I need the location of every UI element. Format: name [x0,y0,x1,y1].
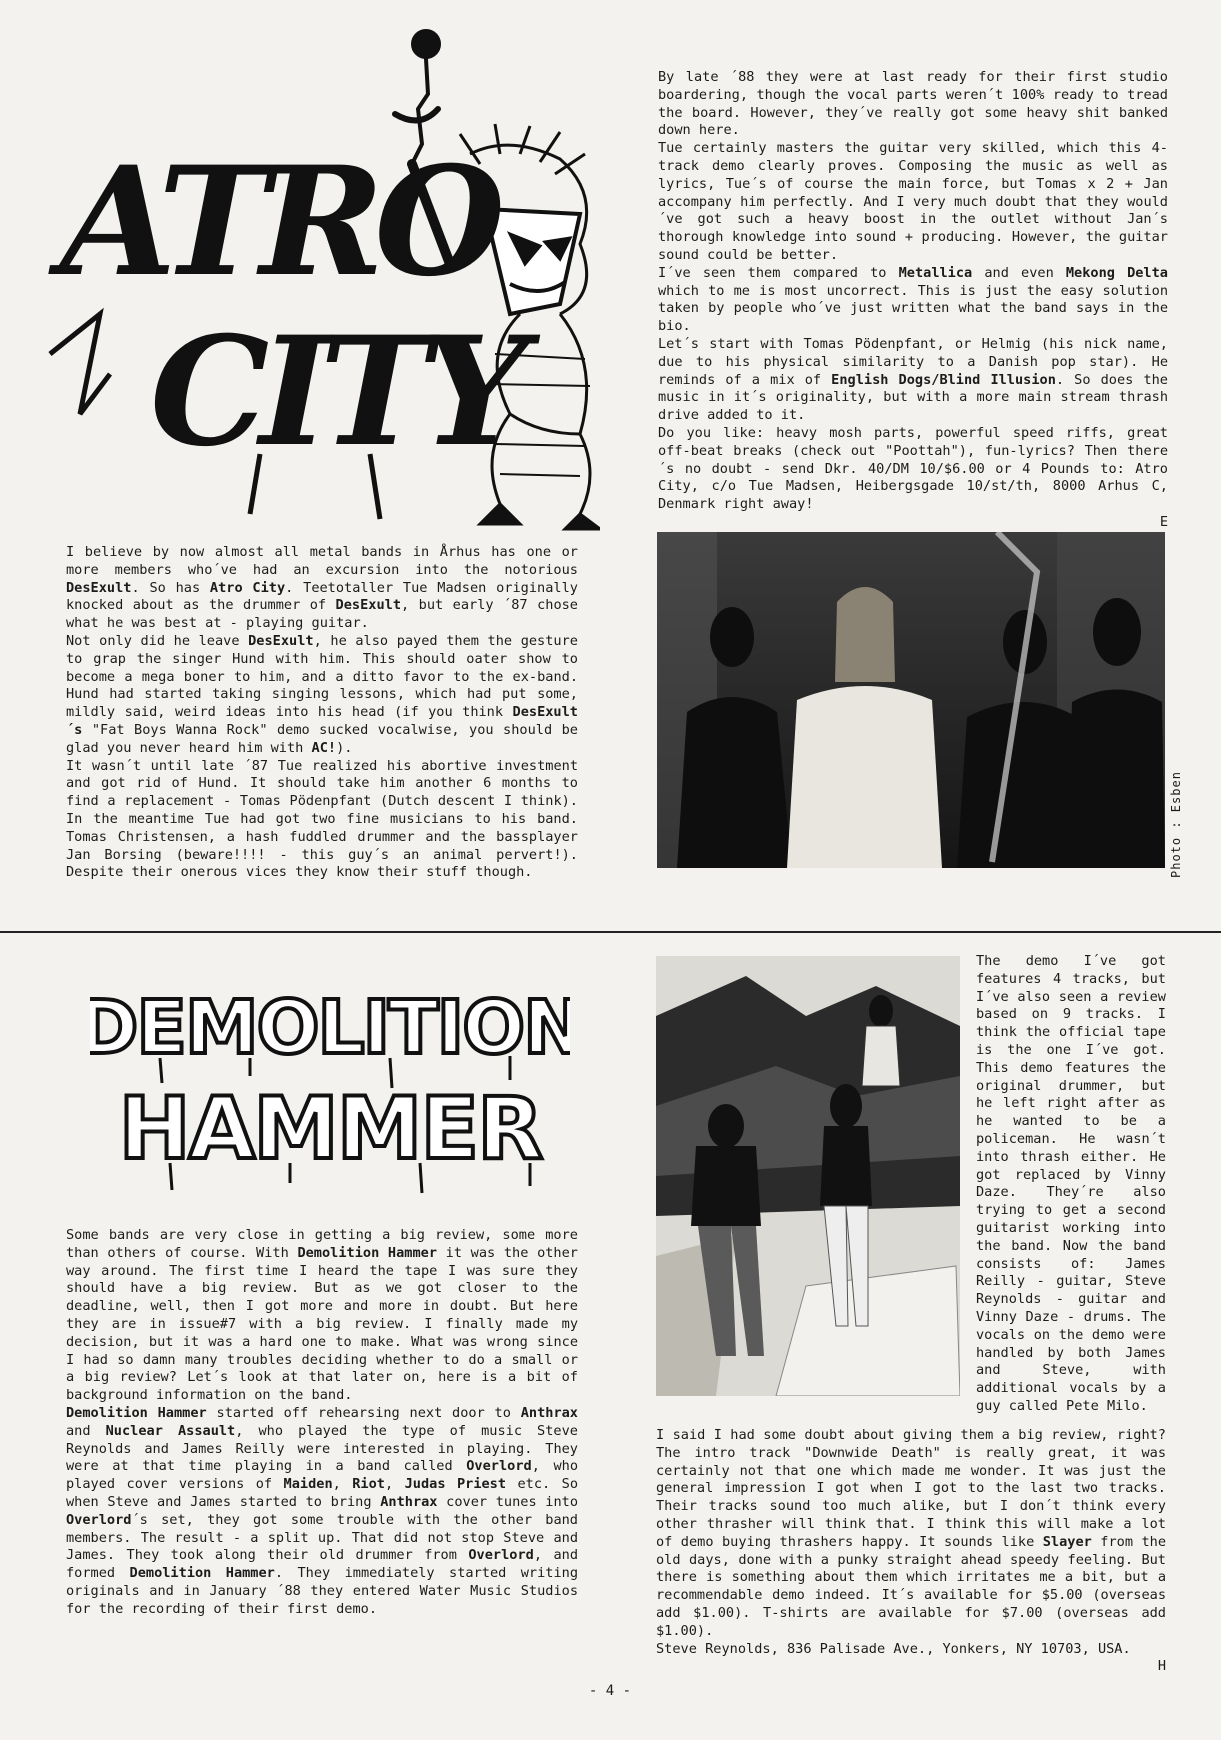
emphasized-name: Overlord [468,1547,534,1564]
demolition-hammer-logo-art [90,958,570,1198]
atro-logo-line1: ATRO [60,134,496,310]
atro-right-paragraph: Tue certainly masters the guitar very skilled, which this 4-track demo clearly proves. Composing the music as well as lyrics, Tue´s of course the main force, but Tomas x 2 + Jan accompany him perfectly. And I very much doubt that they would´ve got such a heavy boost in the outlet without Jan´s thorough knowledge into sound + producing. However, the guitar sound could be better. [658,140,1168,263]
emphasized-name: DesExult´s [66,704,578,738]
emphasized-name: Overlord [466,1458,532,1475]
emphasized-name: Riot [352,1476,385,1493]
atro-right-paragraph: I´ve seen them compared to Metallica and even Mekong Delta which to me is most uncorrect. This is just the easy solution taken by people who´ve just written what the band says in the bio. [658,264,1168,335]
atro-intro-paragraph: Not only did he leave DesExult, he also payed them the gesture to grap the singer Hund with him. This should oater show to become a mega boner to him, and a ditto favor to the ex-band. Hund had started taking singing lessons, which had put some, mildly said, weird ideas into his head (if you think DesExult´s "Fat Boys Wanna Rock" demo sucked vocalwise, you should be glad you never heard him with AC!). [66,632,578,756]
atro-city-band-photo [657,532,1165,868]
atro-intro-column [66,544,578,882]
emphasized-name: AC! [311,739,337,756]
atro-city-logo [40,14,600,534]
demolition-bottom-column [656,1427,1166,1676]
atro-right-paragraph: Let´s start with Tomas Pödenpfant, or Helmig (his nick name, due to his physical similarity to a Danish pop star). He reminds of a mix of English Dogs/Blind Illusion. So does the music in it´s originality, but with a more main stream thrash drive added to it. [658,335,1168,424]
emphasized-name: Maiden [283,1476,333,1493]
atro-city-logo-art [40,14,600,534]
atro-right-paragraph: Do you like: heavy mosh parts, powerful speed riffs, great off-beat breaks (check out "Poottah"), fun-lyrics? Then there´s no doubt - send Dkr. 40/DM 10/$6.00 or 4 Pounds to: Atro City, c/o Tue Madsen, Heibergsgade 10/st/th, 8000 Arhus C, Denmark right away! [658,424,1168,513]
atro-signature: E [1159,513,1168,530]
emphasized-name: Overlord [66,1511,132,1528]
dh-photo-art [656,956,960,1396]
section-divider [0,931,1221,933]
demolition-left-paragraph: Some bands are very close in getting a big review, some more than others of course. With Demolition Hammer it was the other way around. The first time I heard the tape I was sure they should have a big review. But as we got closer to the deadline, well, then I got more and more in doubt. But here they are in issue#7 with a big review. I finally made my decision, but it was a hard one to make. What was wrong since I had so damn many troubles deciding whether to do a small or a big review? Let´s look at that later on, here is a bit of background information on the band. [66,1227,578,1404]
emphasized-name: Mekong Delta [1065,264,1168,281]
page-number: - 4 - [588,1683,632,1699]
demolition-hammer-logo [90,958,570,1198]
emphasized-name: English Dogs/Blind Illusion [831,371,1056,388]
atro-logo-line2: CITY [150,304,519,480]
atro-intro-paragraph: I believe by now almost all metal bands in Århus has one or more members who´ve had an excursion into the notorious DesExult. So has Atro City. Teetotaller Tue Madsen originally knocked about as the drummer of DesExult, but early ´87 chose what he was best at - playing guitar. [66,544,578,632]
emphasized-name: Anthrax [520,1404,578,1421]
emphasized-name: DesExult [335,597,402,614]
atro-right-column [658,69,1168,532]
demolition-side-column [976,953,1166,1416]
emphasized-name: Metallica [898,264,973,281]
demolition-hammer-band-photo [656,956,960,1396]
atro-intro-paragraph: It wasn´t until late ´87 Tue realized his abortive investment and got rid of Hund. It should take him another 6 months to find a replacement - Tomas Pödenpfant (Dutch descent I think). In the meantime Tue had got two fine musicians to his band. Tomas Christensen, a hash fuddled drummer and the bassplayer Jan Borsing (beware!!!! - this guy´s an animal pervert!). Despite their onerous vices they know their stuff though. [66,757,578,881]
photo-credit: Photo : Esben [1169,771,1183,878]
demolition-side-paragraph: The demo I´ve got features 4 tracks, but I´ve also seen a review based on 9 tracks. I think the official tape is the one I´ve got. This demo features the original drummer, but he left right after as he wanted to be a policeman. He wasn´t into thrash either. He got replaced by Vinny Daze. They´re also trying to get a second guitarist working into the band. Now the band consists of: James Reilly - guitar, Steve Reynolds - guitar and Vinny Daze - drums. The vocals on the demo were handled by both James and Steve, with additional vocals by a guy called Pete Milo. [976,953,1166,1414]
demolition-bottom-paragraph: I said I had some doubt about giving them a big review, right? The intro track "Downwide Death" is really great, it was certainly not that one which made me wonder. It was just the general impression I got when I got to the last two tracks. Their tracks sound too much alike, but I don´t think every other thrasher will think that. I think this will make a lot of demo buying thrashers happy. It sounds like Slayer from the old days, done with a punky straight ahead speedy feeling. But there is something about them which irritates me a bit, but a recommendable demo indeed. It´s available for $5.00 (overseas add $1.00). T-shirts are available for $7.00 (overseas add $1.00). [656,1427,1166,1639]
demolition-logo-line2: HAMMER [118,1079,542,1179]
emphasized-name: DesExult [248,632,314,649]
band-photo-art [657,532,1165,868]
emphasized-name: Nuclear Assault [105,1422,236,1439]
emphasized-name: DesExult [66,579,132,596]
emphasized-name: Demolition Hammer [66,1404,207,1421]
emphasized-name: Demolition Hammer [129,1565,275,1582]
emphasized-name: Judas Priest [404,1476,507,1493]
emphasized-name: Slayer [1042,1533,1092,1550]
demolition-signature: H [1157,1658,1166,1675]
demolition-left-paragraph: Demolition Hammer started off rehearsing next door to Anthrax and Nuclear Assault, who played the type of music Steve Reynolds and James Reilly were interested in playing. They were at that time playing in a band called Overlord, who played cover versions of Maiden, Riot, Judas Priest etc. So when Steve and James started to bring Anthrax cover tunes into Overlord´s set, they got some trouble with the other band members. The result - a split up. That did not stop Steve and James. They took along their old drummer from Overlord, and formed Demolition Hammer. They immediately started writing originals and in January ´88 they entered Water Music Studios for the recording of their first demo. [66,1404,579,1617]
demolition-logo-line1: DEMOLITION [90,985,570,1071]
demolition-bottom-paragraph: Steve Reynolds, 836 Palisade Ave., Yonkers, NY 10703, USA. [656,1640,1131,1657]
emphasized-name: Atro City [209,579,286,596]
atro-right-paragraph: By late ´88 they were at last ready for their first studio boardering, though the vocal parts weren´t 100% ready to tread the board. However, they´ve really got some heavy shit banked down here. [658,69,1168,139]
demolition-left-column [66,1227,578,1619]
emphasized-name: Demolition Hammer [297,1244,438,1261]
emphasized-name: Anthrax [380,1493,438,1510]
